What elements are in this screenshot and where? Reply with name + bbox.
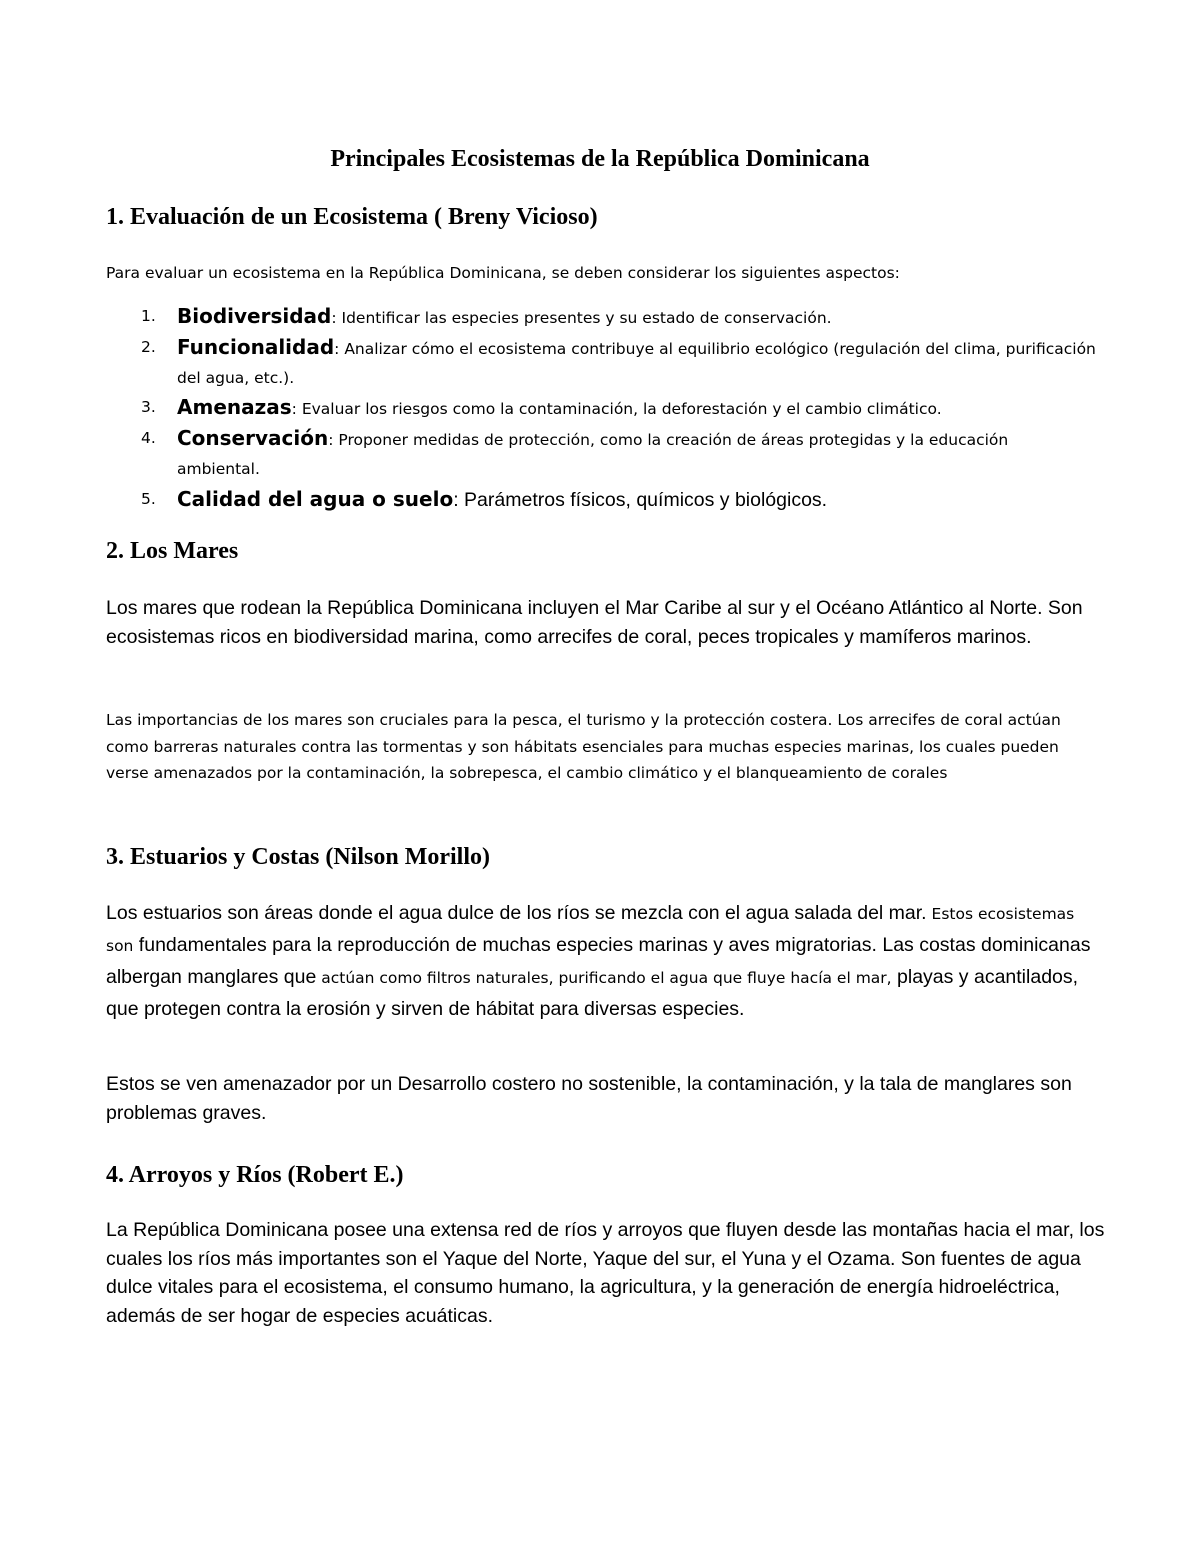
estuarios-paragraph-1 [106, 898, 1106, 1025]
list-item [106, 333, 1096, 393]
list-term: Amenazas [177, 395, 292, 419]
list-number: 1. [141, 307, 156, 325]
list-number: 5. [141, 490, 156, 508]
criteria-list [106, 302, 1096, 517]
list-number: 4. [141, 429, 156, 447]
list-term: Calidad del agua o suelo [177, 487, 454, 511]
mares-paragraph-2: Las importancias de los mares son cruciales para la pesca, el turismo y la protección costera. Los arrecifes de coral actúan como barreras naturales contra las tormentas y son hábitats esenciales para muchas especies marinas, los cuales pueden verse amenazados por la contaminación, la sobrepesca, el cambio climático y el blanqueamiento de corales [106, 711, 1061, 782]
document-title: Principales Ecosistemas de la República Dominicana [330, 146, 870, 172]
text-run: Estos ecosistemas son [106, 905, 1075, 955]
list-item [106, 302, 1096, 333]
list-term: Biodiversidad [177, 304, 332, 328]
list-item [106, 424, 1096, 484]
list-desc: : Evaluar los riesgos como la contaminación, la deforestación y el cambio climático. [291, 400, 942, 418]
text-run: Los estuarios son áreas donde el agua dulce de los ríos se mezcla con el agua salada del mar. [106, 902, 927, 924]
list-desc: : Proponer medidas de protección, como la creación de áreas protegidas y la educación ambiental. [177, 431, 1009, 478]
list-term: Funcionalidad [177, 335, 335, 359]
section-heading-evaluacion: 1. Evaluación de un Ecosistema ( Breny Vicioso) [106, 204, 598, 230]
list-item [106, 393, 1096, 424]
estuarios-paragraph-2: Estos se ven amenazador por un Desarrollo costero no sostenible, la contaminación, y la tala de manglares son problemas graves. [106, 1073, 1072, 1124]
list-desc: : Analizar cómo el ecosistema contribuye al equilibrio ecológico (regulación del clima, purificación del agua, etc.). [177, 340, 1096, 387]
text-run: playas y acantilados, que protegen contra la erosión y sirven de hábitat para diversas especies. [106, 966, 1079, 1020]
section-heading-rios: 4. Arroyos y Ríos (Robert E.) [106, 1162, 404, 1188]
list-number: 3. [141, 398, 156, 416]
list-term: Conservación [177, 426, 329, 450]
list-desc: : Identificar las especies presentes y su estado de conservación. [331, 309, 832, 327]
text-run: actúan como filtros naturales, purificando el agua que fluye hacía el mar, [316, 969, 892, 987]
list-desc: : Parámetros físicos, químicos y biológicos. [453, 489, 828, 511]
section-heading-estuarios: 3. Estuarios y Costas (Nilson Morillo) [106, 844, 490, 870]
rios-paragraph-1: La República Dominicana posee una extensa red de ríos y arroyos que fluyen desde las montañas hacia el mar, los cuales los ríos más importantes son el Yaque del Norte, Yaque del sur, el Yuna y el Ozama. Son fuentes de agua dulce vitales para el ecosistema, el consumo humano, la agricultura, y la generación de energía hidroeléctrica, además de ser hogar de especies acuáticas. [106, 1219, 1105, 1327]
mares-paragraph-1: Los mares que rodean la República Dominicana incluyen el Mar Caribe al sur y el Océano Atlántico al Norte. Son ecosistemas ricos en biodiversidad marina, como arrecifes de coral, peces tropicales y mamíferos marinos. [106, 597, 1083, 648]
list-item [106, 484, 1096, 517]
section-heading-mares: 2. Los Mares [106, 538, 239, 564]
section1-intro: Para evaluar un ecosistema en la República Dominicana, se deben considerar los siguientes aspectos: [106, 264, 900, 282]
list-number: 2. [141, 338, 156, 356]
text-run: fundamentales para la reproducción de muchas especies marinas y aves migratorias. Las costas dominicanas albergan manglares que [106, 934, 1091, 988]
